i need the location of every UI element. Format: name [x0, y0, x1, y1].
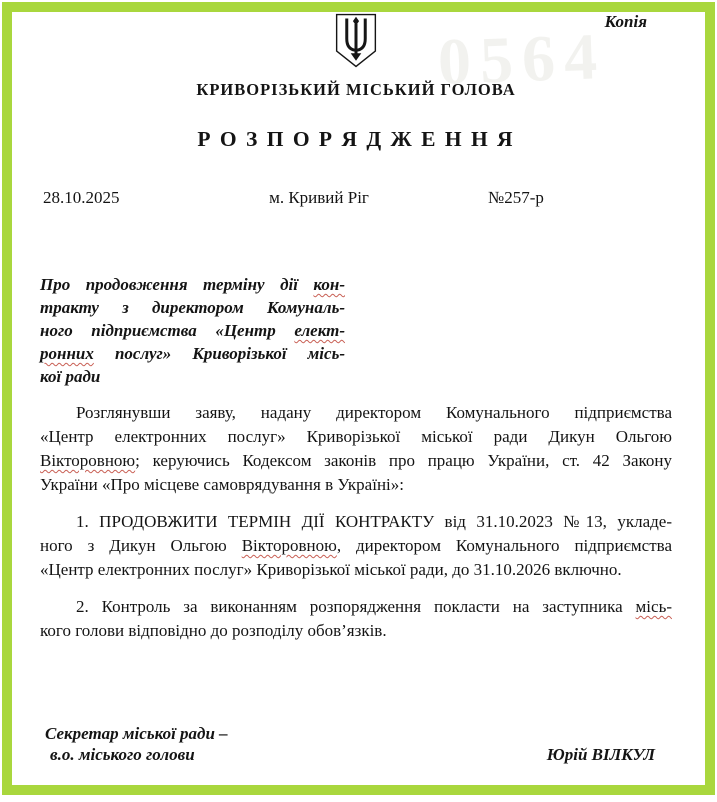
text-segment: ного з Дикун Ольгою — [40, 536, 242, 555]
text-line — [40, 319, 345, 342]
text-line — [40, 534, 672, 558]
text-line — [40, 595, 672, 619]
text-segment: ; керуючись Кодексом законів про працю України, ст. 42 Закону — [135, 451, 672, 470]
text-segment: Розглянувши заяву, надану директором Комунального підприємства — [76, 403, 672, 422]
misspelled-word: Вікторовною — [40, 451, 136, 470]
text-segment: 1. ПРОДОВЖИТИ ТЕРМІН ДІЇ КОНТРАКТУ від 31.10.2023 №13, укладе- — [76, 512, 672, 531]
text-line — [40, 449, 672, 473]
text-line — [40, 342, 345, 365]
text-segment: кої ради — [40, 367, 101, 386]
text-line — [40, 425, 672, 449]
text-line — [40, 365, 345, 388]
meta-row — [40, 187, 672, 208]
text-segment: «Центр електронних послуг» Криворізької міської ради, до 31.10.2026 включно. — [40, 560, 622, 579]
doc-number-cell — [411, 187, 672, 208]
text-segment: ного підприємства «Центр — [40, 321, 295, 340]
body-paragraph — [40, 510, 672, 582]
body-paragraphs — [40, 401, 672, 643]
signer-position — [40, 723, 228, 765]
document-content — [40, 11, 672, 765]
signer-position-line1: Секретар міської ради – — [45, 724, 228, 743]
text-segment: Про продовження терміну дії — [40, 275, 314, 294]
text-line — [40, 619, 672, 643]
signer-name: Юрій ВІЛКУЛ — [546, 745, 655, 764]
text-segment: послуг» Криворізької місь- — [93, 344, 345, 363]
doc-number: №257-р — [488, 188, 544, 207]
text-line — [40, 401, 672, 425]
signer-position-line2: в.о. міського голови — [50, 745, 195, 764]
ukraine-trident-icon — [334, 13, 378, 68]
misspelled-word: кон- — [313, 275, 345, 294]
text-segment: кого голови відповідно до розподілу обов’язків. — [40, 621, 387, 640]
misspelled-word: елект- — [294, 321, 345, 340]
scan-watermark: 0564 — [436, 20, 608, 99]
misspelled-word: ронних — [40, 344, 94, 363]
subject-paragraph — [40, 273, 345, 388]
text-line — [40, 296, 345, 319]
misspelled-word: місь- — [635, 597, 672, 616]
text-segment: «Центр електронних послуг» Криворізької міської ради Дикун Ольгою — [40, 427, 672, 446]
text-line — [40, 510, 672, 534]
text-segment: 2. Контроль за виконанням розпорядження покласти на заступника — [76, 597, 636, 616]
text-segment: України «Про місцеве самоврядування в Україні»: — [40, 475, 404, 494]
doc-date: 28.10.2025 — [43, 188, 120, 207]
body-paragraph — [40, 595, 672, 643]
text-segment: , директором Комунального підприємства — [336, 536, 672, 555]
signature-block — [40, 723, 672, 765]
text-line — [40, 473, 672, 497]
text-line — [40, 558, 672, 582]
text-segment: тракту з директором Комуналь- — [40, 298, 345, 317]
copy-label: Копія — [604, 12, 647, 31]
doc-place: м. Кривий Ріг — [269, 188, 369, 207]
body-paragraph — [40, 401, 672, 497]
org-name: КРИВОРІЗЬКИЙ МІСЬКИЙ ГОЛОВА — [196, 80, 516, 99]
misspelled-word: Вікторовною — [241, 536, 337, 555]
doc-type-title: Р О З П О Р Я Д Ж Е Н Н Я — [197, 127, 515, 151]
text-line — [40, 273, 345, 296]
